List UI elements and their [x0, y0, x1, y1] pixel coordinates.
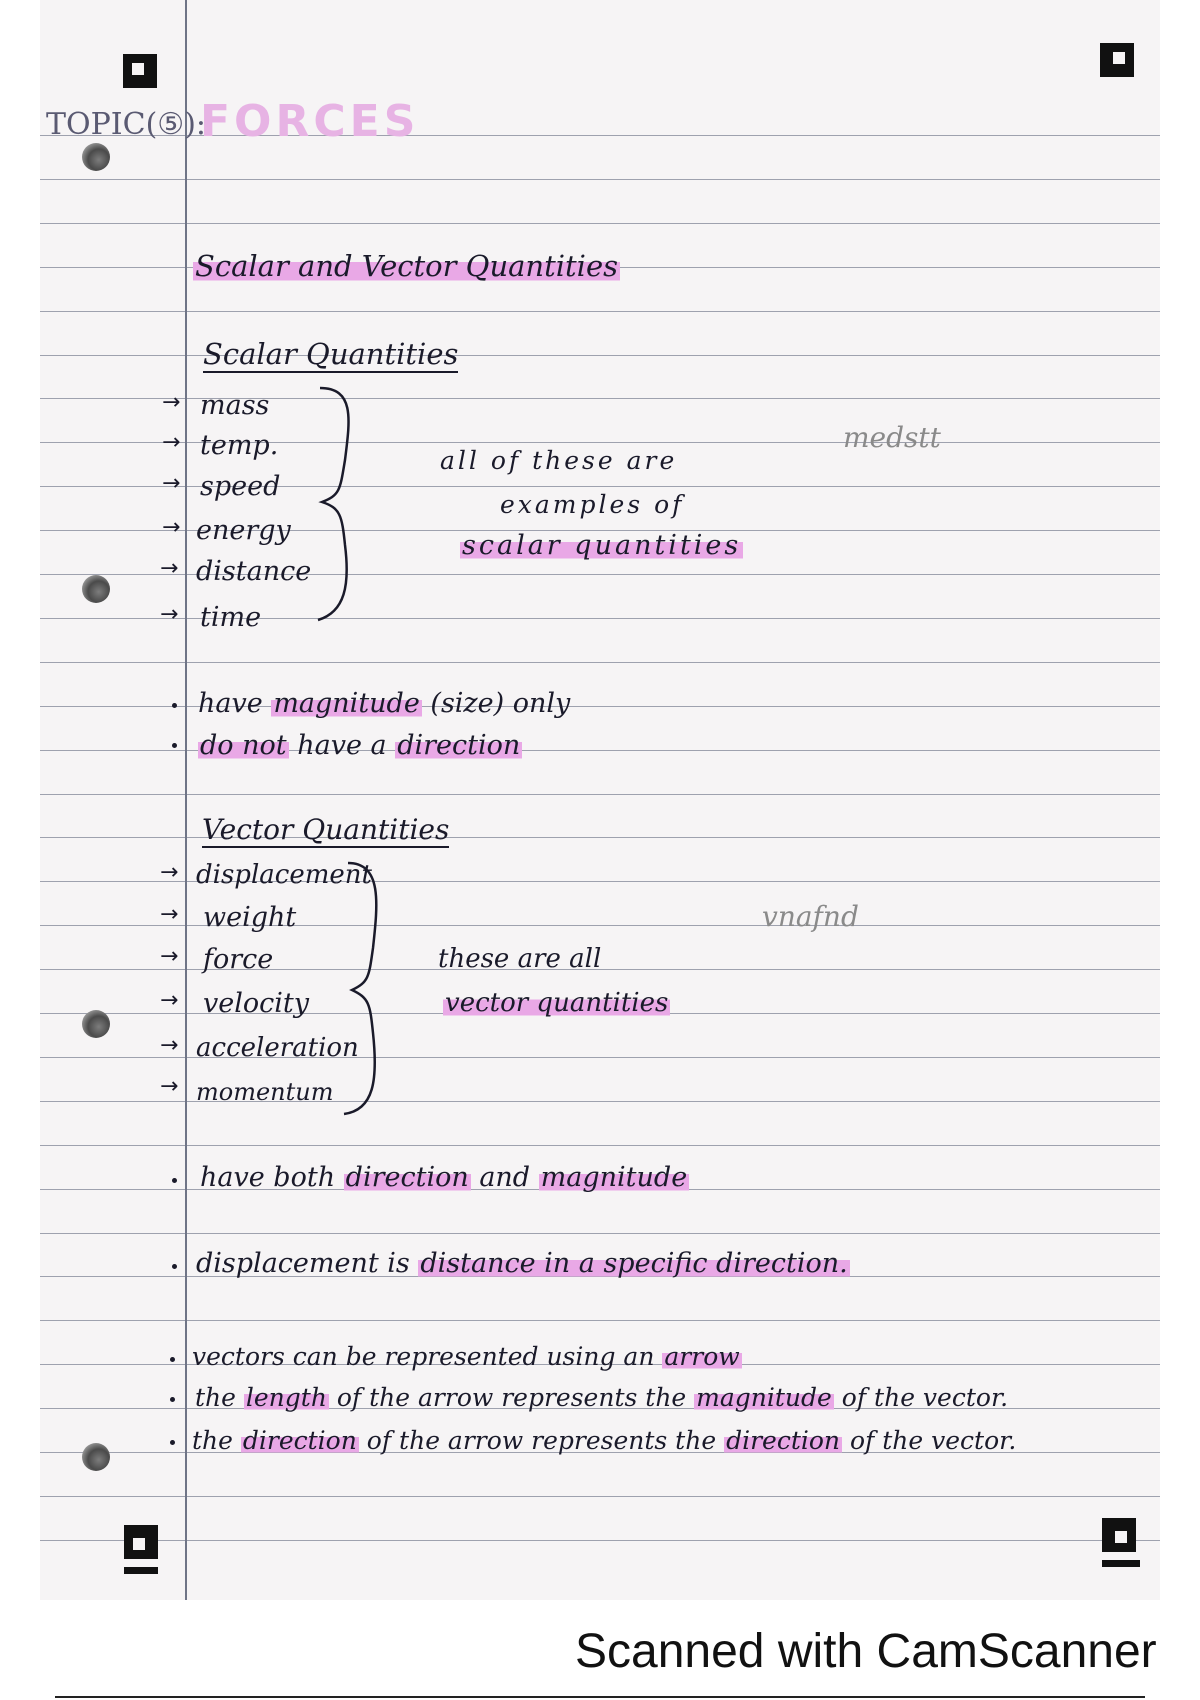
ruled-line	[40, 1320, 1160, 1321]
vector-bullet-4: the length of the arrow represents the magnitude of the vector.	[195, 1383, 1009, 1412]
scalar-note-line1: all of these are	[440, 446, 678, 475]
punch-hole	[82, 1443, 110, 1471]
bullet-dot	[170, 1397, 175, 1402]
vector-bullet-5: the direction of the arrow represents the direction of the vector.	[192, 1426, 1017, 1455]
ruled-line	[40, 1145, 1160, 1146]
vector-item: force	[203, 944, 274, 975]
footer-divider	[55, 1696, 1145, 1698]
corner-marker-icon	[1100, 43, 1134, 77]
corner-marker-icon	[124, 1525, 158, 1559]
scalar-item: mass	[200, 390, 270, 421]
vector-heading: Vector Quantities	[202, 813, 450, 846]
ruled-line	[40, 794, 1160, 795]
page-title	[193, 249, 620, 283]
vector-item: velocity	[203, 988, 309, 1019]
margin-line	[185, 0, 187, 1600]
ruled-line	[40, 662, 1160, 663]
bullet-dot	[172, 1178, 177, 1183]
vector-bullet-2: displacement is distance in a specific direction.	[196, 1248, 848, 1279]
vector-item: weight	[203, 902, 297, 933]
brace-icon	[340, 858, 400, 1120]
ruled-line	[40, 311, 1160, 312]
ruled-line	[40, 179, 1160, 180]
bullet-dot	[172, 703, 177, 708]
ruled-line	[40, 223, 1160, 224]
scalar-item: energy	[196, 515, 291, 546]
arrow-icon: →	[160, 944, 179, 969]
vector-note-line2	[443, 990, 670, 1016]
topic-label: TOPIC(⑤):	[46, 107, 207, 142]
arrow-icon: →	[160, 1033, 179, 1058]
arrow-icon: →	[160, 860, 179, 885]
arrow-icon: →	[160, 602, 179, 627]
arrow-icon: →	[162, 430, 181, 455]
pencil-note: vnafnd	[762, 900, 859, 933]
scalar-heading: Scalar Quantities	[203, 337, 459, 371]
vector-note-highlight: vector quantities	[445, 988, 669, 1018]
bullet-dot	[172, 1264, 177, 1269]
punch-hole	[82, 1010, 110, 1038]
topic-title: FORCES	[200, 96, 420, 147]
arrow-icon: →	[162, 515, 181, 540]
scalar-item: time	[200, 602, 262, 633]
ruled-line	[40, 1496, 1160, 1497]
scalar-item: temp.	[200, 430, 279, 461]
arrow-icon: →	[162, 390, 181, 415]
scalar-note-line3	[460, 532, 743, 559]
scalar-bullet-1: have magnitude (size) only	[198, 688, 571, 719]
arrow-icon: →	[162, 471, 181, 496]
arrow-icon: →	[160, 988, 179, 1013]
arrow-icon: →	[160, 556, 179, 581]
scalar-item: speed	[200, 471, 281, 502]
vector-item: displacement	[196, 860, 372, 890]
ruled-line	[40, 1540, 1160, 1541]
brace-icon	[310, 380, 370, 625]
vector-bullet-1: have both direction and magnitude	[200, 1162, 688, 1193]
corner-marker-icon	[1102, 1518, 1136, 1552]
scalar-bullet-2: do not have a direction	[200, 730, 521, 761]
vector-bullet-3: vectors can be represented using an arrow	[192, 1342, 740, 1371]
corner-marker-bar	[124, 1567, 158, 1574]
pencil-note: medstt	[843, 421, 941, 454]
scalar-note-line2: examples of	[500, 490, 685, 519]
ruled-line	[40, 1233, 1160, 1234]
punch-hole	[82, 575, 110, 603]
bullet-dot	[172, 743, 177, 748]
vector-item: acceleration	[196, 1033, 359, 1063]
corner-marker-bar	[1102, 1560, 1140, 1567]
arrow-icon: →	[160, 902, 179, 927]
vector-note-line1: these are all	[438, 944, 602, 974]
arrow-icon: →	[160, 1074, 179, 1099]
corner-marker-icon	[123, 54, 157, 88]
bullet-dot	[170, 1357, 175, 1362]
scalar-note-highlight: scalar quantities	[462, 530, 742, 561]
punch-hole	[82, 143, 110, 171]
scanner-watermark: Scanned with CamScanner	[575, 1625, 1157, 1678]
vector-item: momentum	[196, 1078, 334, 1106]
bullet-dot	[170, 1440, 175, 1445]
scalar-item: distance	[196, 556, 312, 587]
page-title-text: Scalar and Vector Quantities	[195, 249, 618, 283]
